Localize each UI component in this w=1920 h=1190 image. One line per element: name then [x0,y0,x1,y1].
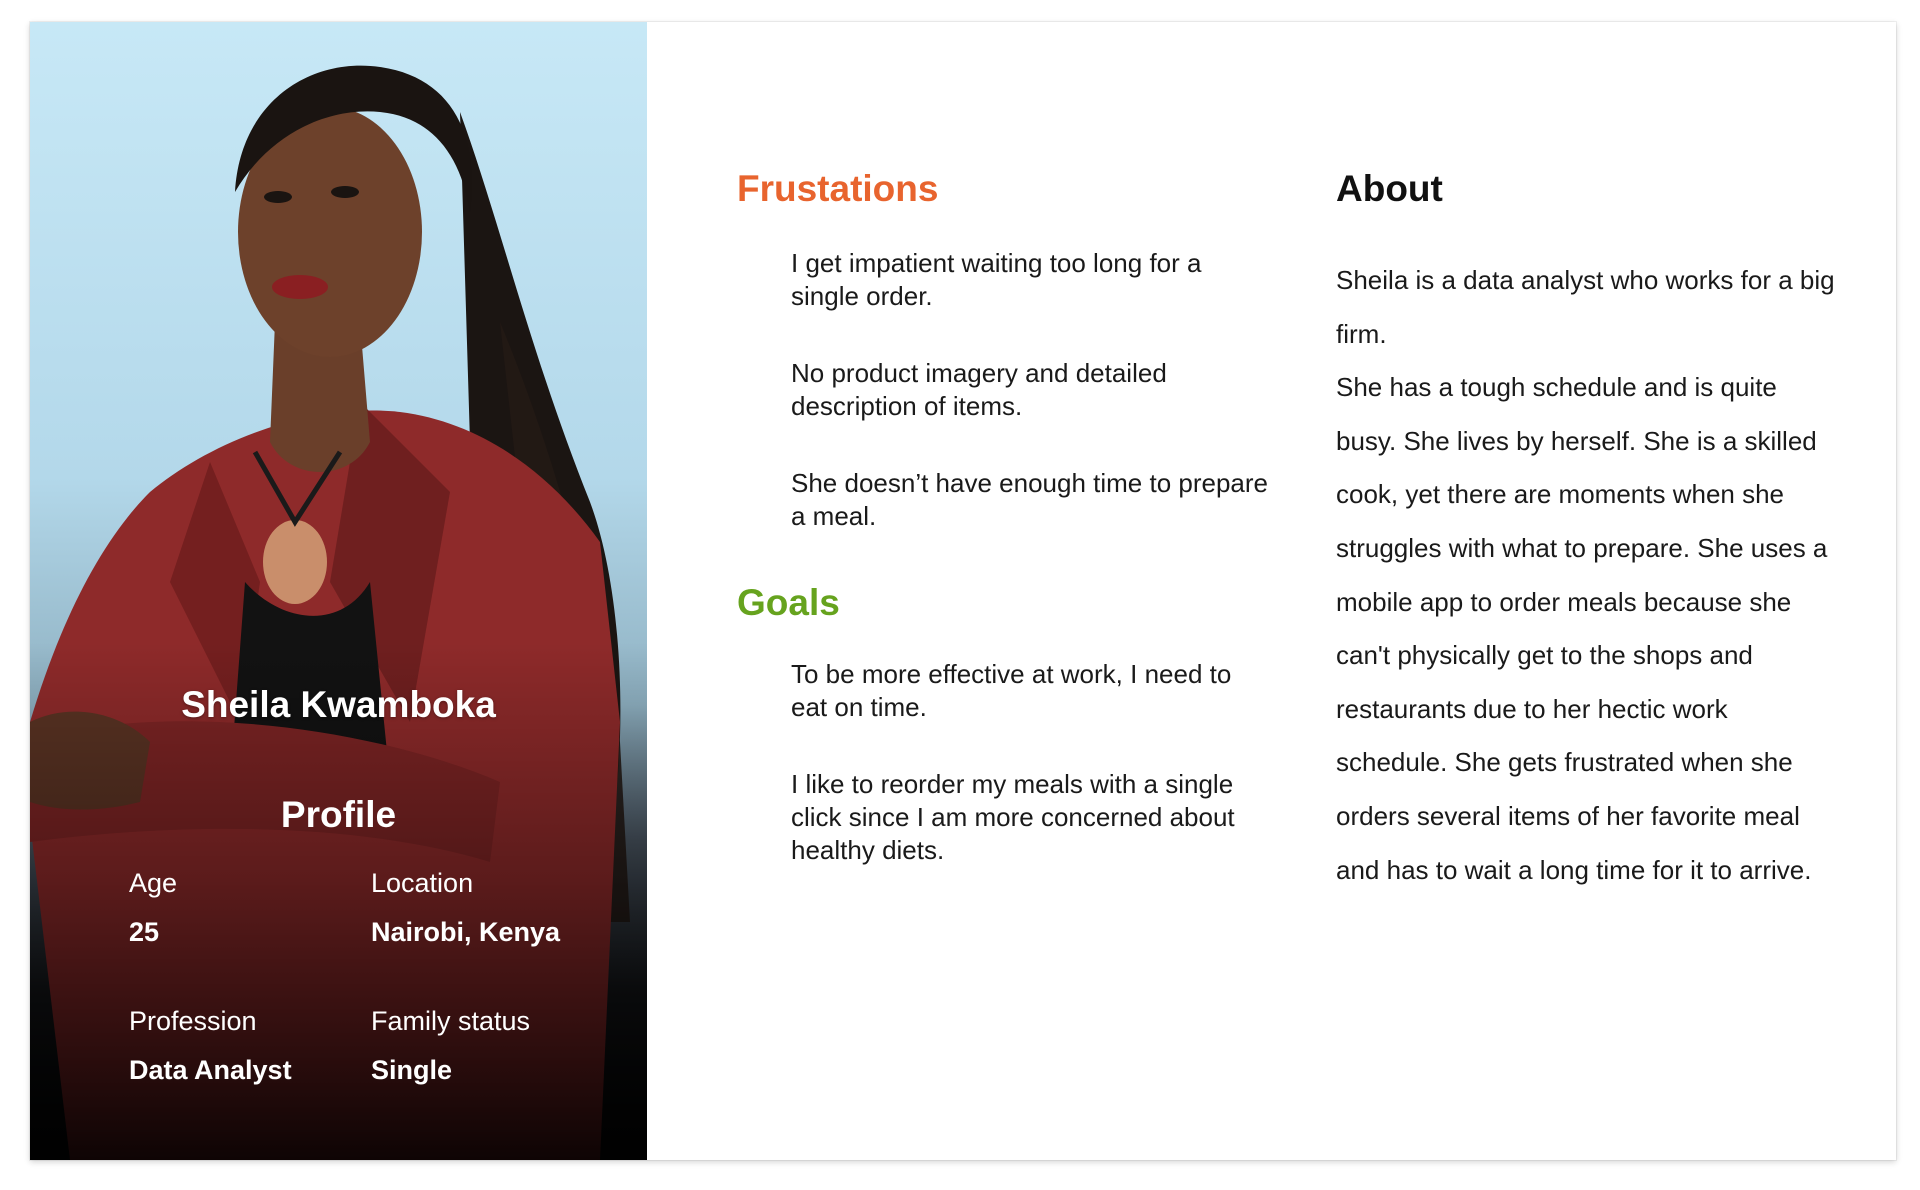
field-location [371,868,560,948]
frustrations-heading: Frustations [737,168,939,209]
frustrations-list [791,247,1271,577]
list-item: I get impatient waiting too long for a single order. [791,248,1202,311]
family-status-label: Family status [371,1006,531,1036]
about-heading: About [1336,168,1443,209]
list-item: No product imagery and detailed description of items. [791,358,1167,421]
profile-heading: Profile [280,794,397,835]
family-status-value: Single [371,1055,453,1085]
location-value: Nairobi, Kenya [371,917,561,947]
persona-card [30,22,1896,1160]
persona-photo [30,22,647,1160]
age-label: Age [129,868,178,898]
goals-list [791,658,1271,911]
persona-name: Sheila Kwamboka [181,684,496,725]
profession-label: Profession [129,1006,257,1036]
goals-heading: Goals [737,582,840,623]
age-value: 25 [129,917,160,947]
list-item: To be more effective at work, I need to eat on time. [791,659,1232,722]
list-item: I like to reorder my meals with a single click since I am more concerned about healthy diets. [791,769,1235,865]
portrait-illustration [30,22,647,1160]
location-label: Location [371,868,474,898]
about-text: Sheila is a data analyst who works for a big firm. She has a tough schedule and is quite busy. She lives by herself. She is a skilled cook, yet there are moments when she struggles with what to prepare. She uses a mobile app to order meals because she can't physically get to the shops and restaurants due to her hectic work schedule. She gets frustrated when she orders several items of her favorite meal and has to wait a long time for it to arrive. [1336,265,1835,885]
field-profession [129,1006,292,1086]
field-family-status [371,1006,530,1086]
profession-value: Data Analyst [129,1055,292,1085]
list-item: She doesn’t have enough time to prepare a meal. [791,468,1269,531]
field-age [129,868,177,948]
